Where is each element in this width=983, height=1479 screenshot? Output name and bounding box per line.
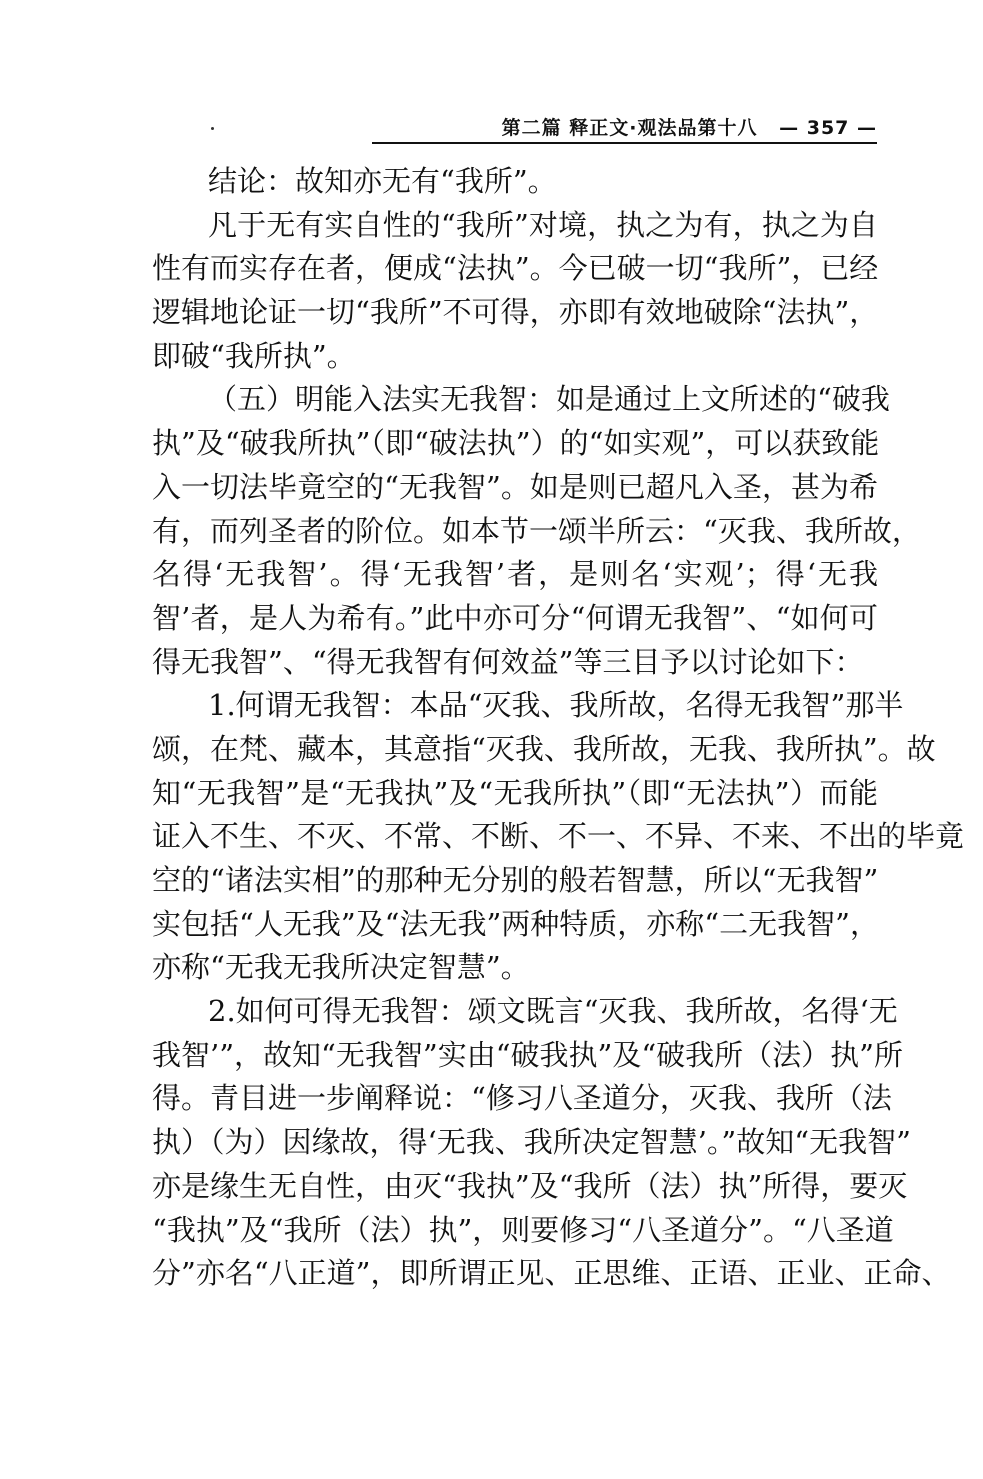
text-line: 空的“诸法实相”的那种无分别的般若智慧，所以“无我智” xyxy=(152,863,879,897)
text-line: 我智’”，故知“无我智”实由“破我执”及“破我所（法）执”所 xyxy=(152,1037,903,1072)
body-text xyxy=(152,160,965,1296)
text-line: 知“无我智”是“无我执”及“无我所执”（即“无法执”）而能 xyxy=(152,775,878,810)
text-line: 得无我智”、“得无我智有何效益”等三目予以讨论如下： xyxy=(152,644,864,679)
running-title: 第二篇 释正文·观法品第十八 xyxy=(501,117,758,139)
text-line: 智’者，是人为希有。”此中亦可分“何谓无我智”、“如何可 xyxy=(152,600,878,635)
text-line: 结论：故知亦无有“我所”。 xyxy=(208,164,557,198)
text-line: “我执”及“我所（法）执”，则要修习“八圣道分”。“八圣道 xyxy=(152,1212,894,1247)
scan-speck xyxy=(211,127,214,130)
text-line: 有，而列圣者的阶位。如本节一颂半所云：“灭我、我所故， xyxy=(152,513,921,548)
text-line: 名得‘无我智’。得‘无我智’者，是则名‘实观’；得‘无我 xyxy=(152,557,878,592)
text-line: 亦称“无我无我所决定智慧”。 xyxy=(152,950,530,985)
text-line: 证入不生、不灭、不常、不断、不一、不异、不来、不出的毕竟 xyxy=(152,819,965,854)
text-line: 逻辑地论证一切“我所”不可得，亦即有效地破除“法执”， xyxy=(152,295,879,330)
text-line: 入一切法毕竟空的“无我智”。如是则已超凡入圣，甚为希 xyxy=(152,469,878,504)
page-number: — 357 — xyxy=(779,117,877,139)
text-line: 实包括“人无我”及“法无我”两种特质，亦称“二无我智”， xyxy=(152,906,879,941)
text-line: 执”及“破我所执”（即“破法执”）的“如实观”，可以获致能 xyxy=(152,426,880,461)
text-line: 凡于无有实自性的“我所”对境，执之为有，执之为自 xyxy=(208,207,878,242)
text-line: 分”亦名“八正道”，即所谓正见、正思维、正语、正业、正命、 xyxy=(152,1256,951,1291)
text-line: 即破“我所执”。 xyxy=(152,338,356,373)
text-line: 性有而实存在者，便成“法执”。今已破一切“我所”，已经 xyxy=(152,251,879,286)
running-header xyxy=(372,116,877,144)
text-line: （五）明能入法实无我智：如是通过上文所述的“破我 xyxy=(208,382,890,417)
text-line: 执）（为）因缘故，得‘无我、我所决定智慧’。”故知“无我智” xyxy=(152,1125,911,1160)
text-line: 亦是缘生无自性，由灭“我执”及“我所（法）执”所得，要灭 xyxy=(152,1168,908,1203)
text-line: 1.何谓无我智：本品“灭我、我所故，名得无我智”那半 xyxy=(208,688,904,723)
text-line: 得。青目进一步阐释说：“修习八圣道分，灭我、我所（法 xyxy=(152,1081,892,1116)
text-line: 颂，在梵、藏本，其意指“灭我、我所故，无我、我所执”。故 xyxy=(152,731,936,766)
text-line: 2.如何可得无我智：颂文既言“灭我、我所故，名得‘无 xyxy=(208,994,898,1029)
